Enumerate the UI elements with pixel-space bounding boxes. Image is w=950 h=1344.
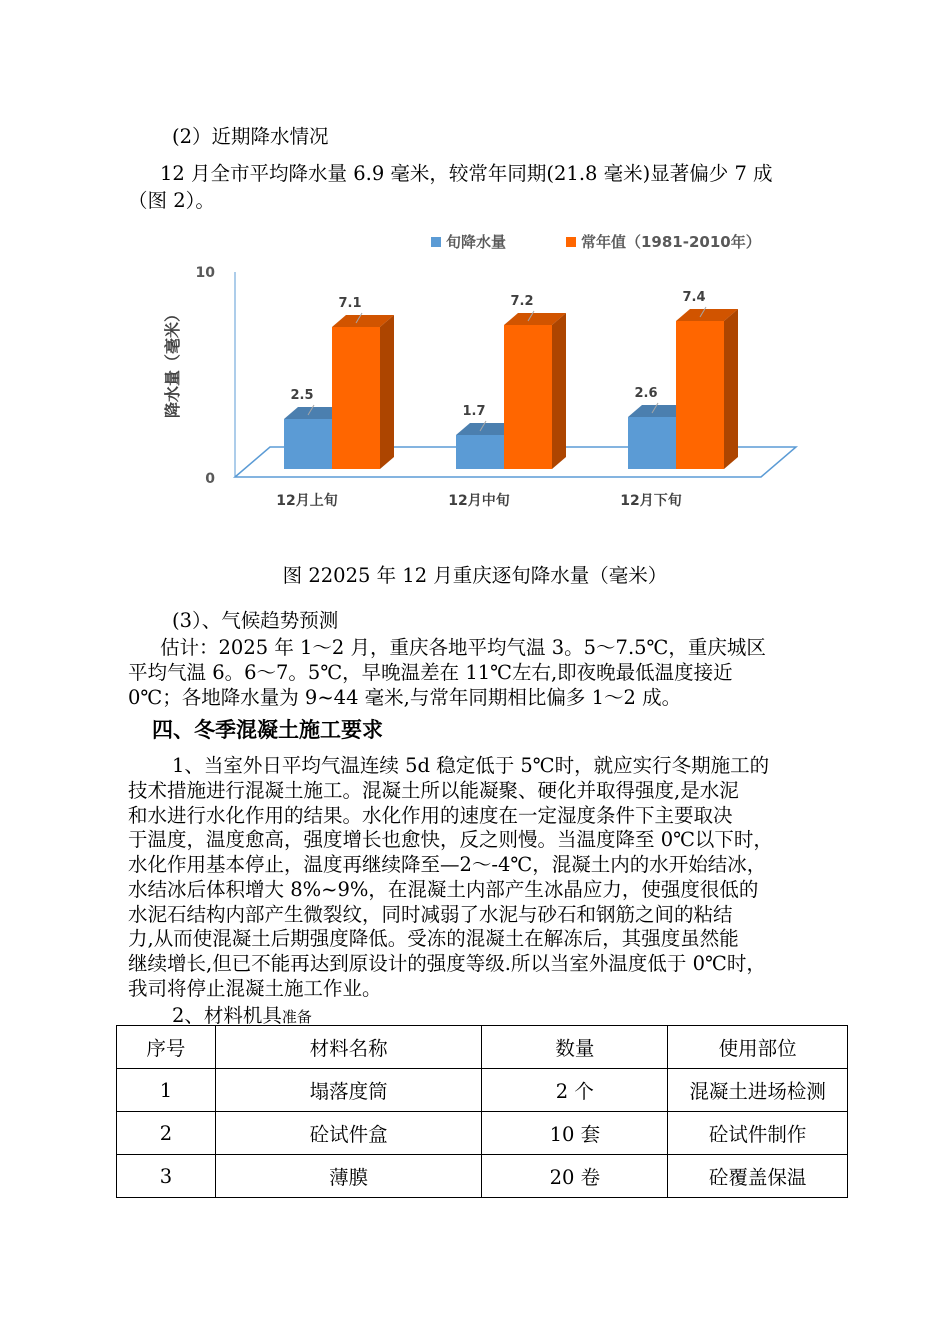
concrete-line: 于温度，温度愈高，强度增长也愈快，反之则慢。当温度降至 0℃以下时， <box>128 828 773 851</box>
section3-heading: (3）、气候趋势预测 <box>172 609 339 632</box>
table-cell: 薄膜 <box>215 1155 482 1198</box>
materials-heading-main: 2、材料机具 <box>172 1004 282 1027</box>
table-cell: 1 <box>117 1069 216 1112</box>
x-tick-2: 12月下旬 <box>620 493 682 509</box>
data-label-1-0: 7.1 <box>338 296 362 311</box>
table-row <box>117 1069 848 1112</box>
concrete-line: 力,从而使混凝土后期强度降低。受冻的混凝土在解冻后，其强度虽然能 <box>128 927 739 950</box>
table-row <box>117 1155 848 1198</box>
x-axis-ticks <box>276 492 681 509</box>
table-cell: 3 <box>117 1155 216 1198</box>
x-tick-1: 12月中旬 <box>448 493 510 509</box>
materials-table <box>116 1025 848 1198</box>
concrete-line: 技术措施进行混凝土施工。混凝土所以能凝聚、硬化并取得强度,是水泥 <box>128 779 739 802</box>
chart-bars <box>284 290 738 469</box>
y-axis-label: 降水量（毫米） <box>163 305 182 419</box>
table-cell: 砼试件制作 <box>668 1112 848 1155</box>
forecast-line2: 平均气温 6。6～7。5℃，早晚温差在 11℃左右,即夜晚最低温度接近 <box>128 661 733 684</box>
data-label-0-0: 2.5 <box>290 388 314 403</box>
legend-swatch-1 <box>566 237 576 247</box>
concrete-line: 我司将停止混凝土施工作业。 <box>128 977 382 1000</box>
header-cell: 使用部位 <box>668 1026 848 1069</box>
precipitation-chart <box>120 222 840 532</box>
bar-1-0 <box>332 315 394 469</box>
section4-heading: 四、冬季混凝土施工要求 <box>152 717 383 742</box>
concrete-line: 和水进行水化作用的结果。水化作用的速度在一定湿度条件下主要取决 <box>128 804 733 827</box>
table-cell: 砼试件盒 <box>215 1112 482 1155</box>
table-cell: 2 <box>117 1112 216 1155</box>
x-tick-0: 12月上旬 <box>276 493 338 509</box>
data-label-1-1: 7.2 <box>510 294 534 309</box>
table-cell: 砼覆盖保温 <box>668 1155 848 1198</box>
materials-heading-small: 准备 <box>281 1008 312 1026</box>
table-cell: 塌落度筒 <box>215 1069 482 1112</box>
precip-paragraph-line1: 12 月全市平均降水量 6.9 毫米，较常年同期(21.8 毫米)显著偏少 7 成 <box>160 162 773 185</box>
table-cell: 20 卷 <box>482 1155 668 1198</box>
materials-heading <box>172 1000 312 1028</box>
y-tick-10: 10 <box>195 265 215 281</box>
forecast-line3: 0℃；各地降水量为 9~44 毫米,与常年同期相比偏多 1～2 成。 <box>128 686 682 709</box>
chart-legend <box>431 233 761 251</box>
concrete-line: 继续增长,但已不能再达到原设计的强度等级.所以当室外温度低于 0℃时， <box>128 952 766 975</box>
table-header-row <box>117 1026 848 1069</box>
legend-swatch-0 <box>431 237 441 247</box>
table-cell: 2 个 <box>482 1069 668 1112</box>
header-cell: 序号 <box>117 1026 216 1069</box>
legend-label-0: 旬降水量 <box>446 233 507 251</box>
table-row <box>117 1112 848 1155</box>
bar-1-1 <box>504 313 566 469</box>
concrete-line: 1、当室外日平均气温连续 5d 稳定低于 5℃时，就应实行冬期施工的 <box>172 754 770 777</box>
precip-paragraph-line2: （图 2）。 <box>128 189 215 212</box>
data-label-0-1: 1.7 <box>462 404 486 419</box>
data-label-1-2: 7.4 <box>682 290 706 305</box>
table-cell: 混凝土进场检测 <box>668 1069 848 1112</box>
concrete-line: 水化作用基本停止，温度再继续降至—2～-4℃，混凝土内的水开始结冰， <box>128 853 767 876</box>
legend-label-1: 常年值（1981-2010年） <box>581 233 761 251</box>
concrete-line: 水结冰后体积增大 8%~9%，在混凝土内部产生冰晶应力，使强度很低的 <box>128 878 759 901</box>
forecast-line1: 估计：2025 年 1～2 月，重庆各地平均气温 3。5～7.5℃，重庆城区 <box>160 636 766 659</box>
header-cell: 材料名称 <box>215 1026 482 1069</box>
header-cell: 数量 <box>482 1026 668 1069</box>
figure-caption: 图 22025 年 12 月重庆逐旬降水量（毫米） <box>282 564 668 587</box>
data-label-0-2: 2.6 <box>634 386 658 401</box>
bar-1-2 <box>676 309 738 469</box>
table-cell: 10 套 <box>482 1112 668 1155</box>
y-tick-0: 0 <box>205 471 215 487</box>
section2-heading: (2）近期降水情况 <box>172 125 329 148</box>
concrete-line: 水泥石结构内部产生微裂纹，同时减弱了水泥与砂石和钢筋之间的粘结 <box>128 903 733 926</box>
